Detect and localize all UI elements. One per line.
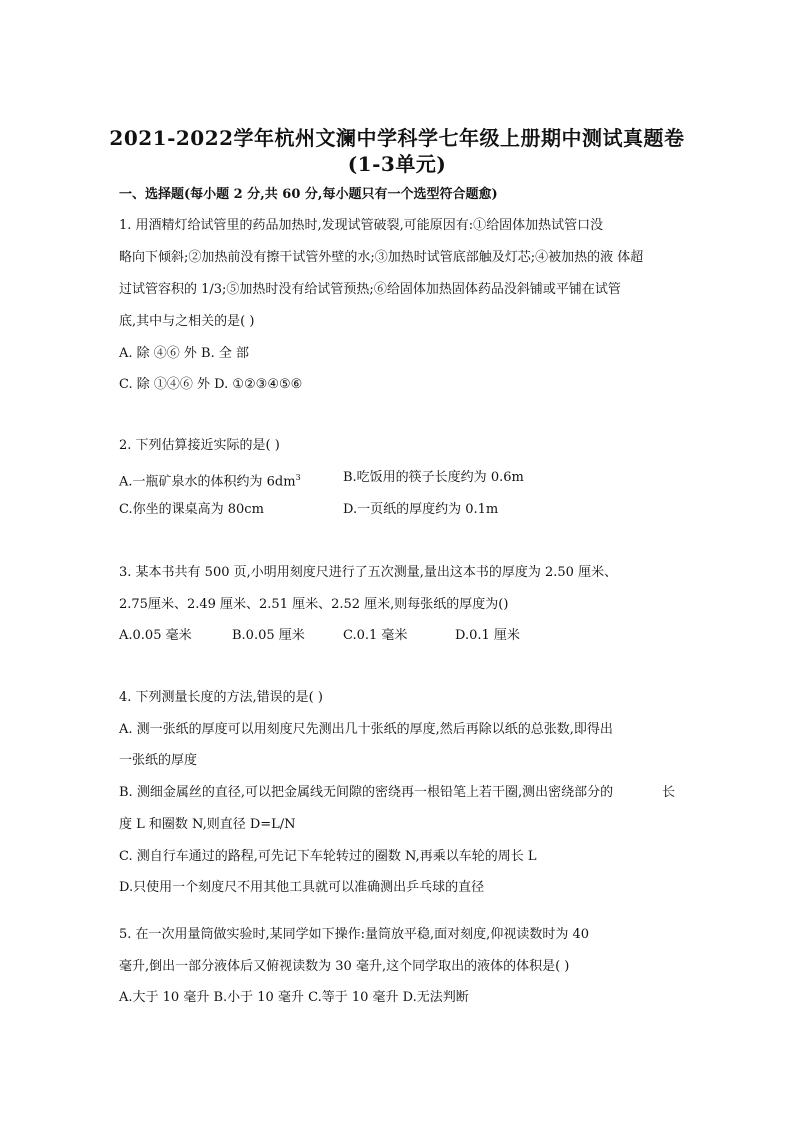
exam-subtitle: (1-3单元) <box>347 152 447 176</box>
q3-option-a: A.0.05 毫米 <box>119 628 192 643</box>
q2-option-c: C.你坐的课桌高为 80cm <box>119 502 264 517</box>
q3-option-b: B.0.05 厘米 <box>232 628 305 643</box>
q4-option-b-line-2: 度 L 和圈数 N,则直径 D=L/N <box>119 817 296 832</box>
q2-option-d: D.一页纸的厚度约为 0.1m <box>343 502 499 517</box>
q5-line-1: 5. 在一次用量筒做实验时,某同学如下操作:量筒放平稳,面对刻度,仰视读数时为 40 <box>119 927 589 942</box>
q3-option-c: C.0.1 毫米 <box>343 628 408 643</box>
q5-line-2: 毫升,倒出一部分液体后又俯视读数为 30 毫升,这个同学取出的液体的体积是( ) <box>119 959 570 974</box>
q5-options: A.大于 10 毫升 B.小于 10 毫升 C.等于 10 毫升 D.无法判断 <box>119 990 469 1005</box>
q2-option-a-sup: 3 <box>295 473 301 482</box>
section-heading: 一、选择题(每小题 2 分,共 60 分,每小题只有一个选型符合题愈) <box>119 187 498 202</box>
q2-stem: 2. 下列估算接近实际的是( ) <box>119 438 280 453</box>
q2-option-a-text: A.一瓶矿泉水的体积约为 6dm <box>119 474 296 490</box>
q4-stem: 4. 下列测量长度的方法,错误的是( ) <box>119 690 323 705</box>
q3-line-2: 2.75厘米、2.49 厘米、2.51 厘米、2.52 厘米,则每张纸的厚度为() <box>119 597 509 612</box>
q1-line-4: 底,其中与之相关的是( ) <box>119 314 255 329</box>
q4-option-d: D.只使用一个刻度尺不用其他工具就可以准确测出乒乓球的直径 <box>119 880 485 895</box>
exam-title: 2021-2022学年杭州文澜中学科学七年级上册期中测试真题卷 <box>109 126 685 150</box>
q4-option-c: C. 测自行车通过的路程,可先记下车轮转过的圈数 N,再乘以车轮的周长 L <box>119 849 537 864</box>
q1-line-1: 1. 用酒精灯给试管里的药品加热时,发现试管破裂,可能原因有:①给固体加热试管口没 <box>119 218 604 233</box>
q2-option-b: B.吃饭用的筷子长度约为 0.6m <box>343 470 524 485</box>
q3-line-1: 3. 某本书共有 500 页,小明用刻度尺进行了五次测量,量出这本书的厚度为 2.50 厘米、 <box>119 565 618 580</box>
q4-option-a-line-1: A. 测一张纸的厚度可以用刻度尺先测出几十张纸的厚度,然后再除以纸的总张数,即得出 <box>119 722 613 737</box>
q3-option-d: D.0.1 厘米 <box>455 628 520 643</box>
q4-option-b-line-1: B. 测细金属丝的直径,可以把金属线无间隙的密绕再一根铅笔上若干圈,测出密绕部分的 <box>119 785 614 800</box>
q1-line-3: 过试管容积的 1/3;⑤加热时没有给试管预热;⑥给固体加热固体药品没斜铺或平铺在试管 <box>119 282 621 297</box>
q4-option-b-line-1-end: 长 <box>662 785 676 800</box>
q1-options-ab: A. 除 ④⑥ 外 B. 全 部 <box>119 346 250 361</box>
q2-option-a <box>119 470 301 490</box>
q1-line-2: 略向下倾斜;②加热前没有擦干试管外壁的水;③加热时试管底部触及灯芯;④被加热的液 体超 <box>119 250 644 265</box>
q1-options-cd: C. 除 ①④⑥ 外 D. ①②③④⑤⑥ <box>119 377 303 392</box>
q4-option-a-line-2: 一张纸的厚度 <box>119 753 198 768</box>
